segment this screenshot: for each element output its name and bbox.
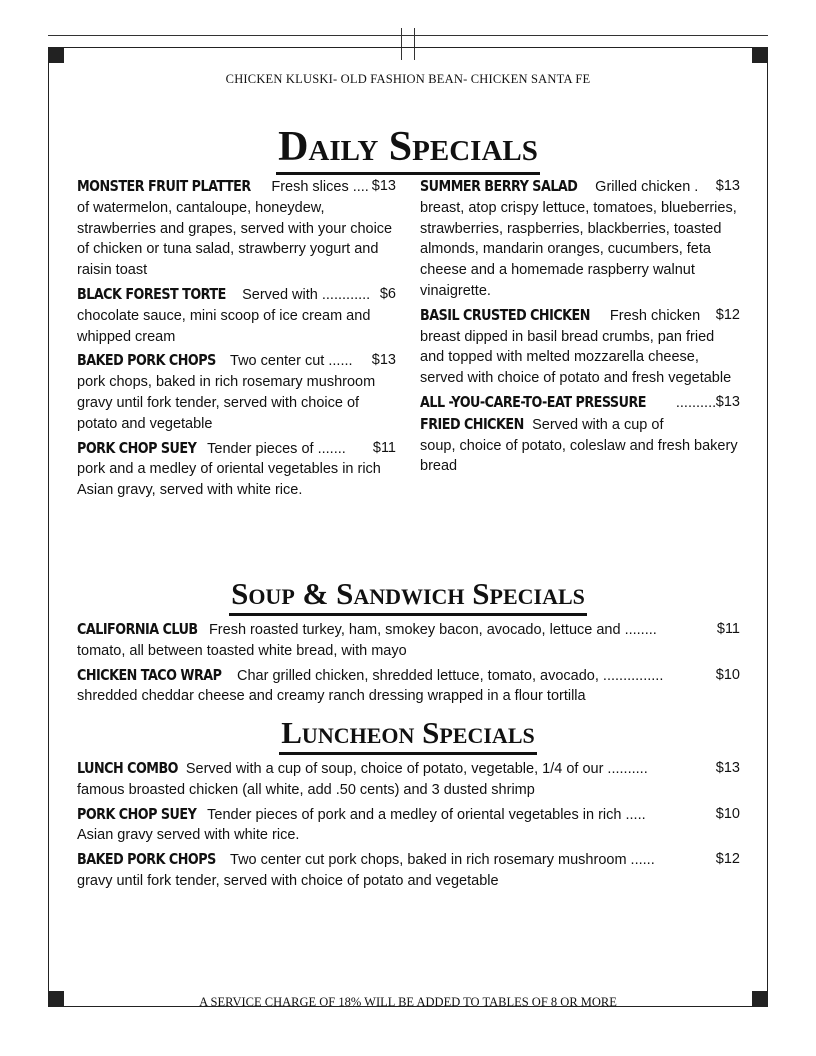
luncheon-list bbox=[77, 758, 740, 895]
daily-left-column bbox=[77, 176, 396, 504]
item-description: Fresh roasted turkey, ham, smokey bacon, avocado, lettuce and ........ bbox=[208, 622, 657, 638]
item-price: $11 bbox=[717, 619, 740, 640]
menu-item bbox=[77, 804, 740, 847]
menu-item bbox=[77, 758, 740, 801]
item-description: Served with ............ bbox=[242, 286, 371, 303]
item-description: Fresh slices .... bbox=[271, 179, 369, 195]
menu-item bbox=[420, 176, 740, 302]
item-name: LUNCH COMBO bbox=[77, 759, 179, 777]
item-name: CALIFORNIA CLUB bbox=[77, 620, 198, 638]
item-price: $13 bbox=[716, 392, 740, 413]
item-name: BLACK FOREST TORTE bbox=[77, 284, 226, 303]
daily-specials-heading: Daily Specials bbox=[0, 126, 816, 175]
menu-item bbox=[77, 665, 740, 708]
item-description: Served with a cup of soup, choice of potato, vegetable, 1/4 of our .......... bbox=[185, 761, 648, 777]
soup-sandwich-list bbox=[77, 619, 740, 710]
item-price: $12 bbox=[716, 305, 740, 326]
item-description: breast dipped in basil bread crumbs, pan fried and topped with melted mozzarella cheese, served with choice of potato and fresh vegetable bbox=[420, 328, 732, 387]
menu-item bbox=[420, 392, 740, 477]
item-name: BASIL CRUSTED CHICKEN bbox=[420, 305, 590, 324]
item-description: Tender pieces of pork and a medley of oriental vegetables in rich ..... bbox=[207, 806, 646, 823]
item-price: $12 bbox=[716, 849, 740, 870]
item-description: chocolate sauce, mini scoop of ice cream and whipped cream bbox=[77, 307, 371, 345]
soup-sandwich-heading: Soup & Sandwich Specials bbox=[0, 578, 816, 616]
item-description: pork chops, baked in rich rosemary mushroom gravy until fork tender, served with choice of potato and vegetable bbox=[77, 374, 376, 432]
item-price: $11 bbox=[373, 438, 396, 459]
item-name: BAKED PORK CHOPS bbox=[77, 850, 216, 869]
corner-ornament bbox=[48, 47, 64, 63]
item-description: .......... bbox=[675, 394, 717, 411]
menu-item bbox=[77, 350, 396, 434]
service-charge-note: A SERVICE CHARGE OF 18% WILL BE ADDED TO TABLES OF 8 OR MORE bbox=[199, 995, 617, 1009]
item-description: breast, atop crispy lettuce, tomatoes, blueberries, strawberries, raspberries, blackberries, toasted almonds, mandarin oranges, cucumbers, feta cheese and a homemade raspberry walnut vinaigrette. bbox=[420, 199, 737, 299]
item-name: CHICKEN TACO WRAP bbox=[77, 665, 222, 684]
item-description: soup, choice of potato, coleslaw and fresh bakery bread bbox=[420, 437, 738, 475]
menu-item bbox=[77, 619, 740, 662]
item-description: pork and a medley of oriental vegetables in rich Asian gravy, served with white rice. bbox=[77, 461, 381, 499]
item-name: PORK CHOP SUEY bbox=[77, 438, 197, 457]
daily-right-column bbox=[420, 176, 740, 480]
menu-item bbox=[77, 849, 740, 892]
item-name: BAKED PORK CHOPS bbox=[77, 351, 216, 370]
top-rule bbox=[48, 35, 768, 36]
item-description: Tender pieces of ....... bbox=[207, 440, 346, 457]
item-name: ALL -YOU-CARE-TO-EAT PRESSURE bbox=[420, 392, 646, 411]
item-price: $10 bbox=[716, 804, 740, 825]
item-description: Asian gravy served with white rice. bbox=[77, 827, 300, 844]
item-price: $13 bbox=[372, 350, 396, 371]
menu-item bbox=[77, 284, 396, 347]
item-description: Served with a cup of bbox=[532, 416, 664, 433]
item-name: SUMMER BERRY SALAD bbox=[420, 177, 578, 195]
item-description: Two center cut pork chops, baked in rich rosemary mushroom ...... bbox=[230, 852, 655, 869]
item-price: $13 bbox=[372, 176, 396, 197]
menu-item bbox=[420, 305, 740, 389]
item-description: gravy until fork tender, served with choice of potato and vegetable bbox=[77, 872, 499, 889]
corner-ornament bbox=[752, 47, 768, 63]
item-description: Fresh chicken bbox=[609, 307, 701, 324]
item-description: of watermelon, cantaloupe, honeydew, strawberries and grapes, served with your choice of chicken or tuna salad, strawberry yogurt and raisin toast bbox=[77, 199, 393, 279]
soups-of-the-day: CHICKEN KLUSKI- OLD FASHION BEAN- CHICKEN SANTA FE bbox=[225, 72, 591, 86]
item-price: $13 bbox=[716, 176, 740, 197]
item-price: $13 bbox=[716, 758, 740, 779]
menu-item bbox=[77, 438, 396, 501]
item-description: tomato, all between toasted white bread, with mayo bbox=[77, 642, 407, 659]
item-description: Two center cut ...... bbox=[230, 353, 353, 370]
item-price: $10 bbox=[716, 665, 740, 686]
item-name: FRIED CHICKEN bbox=[420, 414, 524, 433]
item-name: MONSTER FRUIT PLATTER bbox=[77, 177, 251, 195]
item-description: Grilled chicken . bbox=[595, 179, 699, 195]
menu-item bbox=[77, 176, 396, 281]
item-description: Char grilled chicken, shredded lettuce, tomato, avocado, ............... bbox=[237, 667, 664, 684]
luncheon-heading: Luncheon Specials bbox=[0, 717, 816, 755]
item-description: famous broasted chicken (all white, add .50 cents) and 3 dusted shrimp bbox=[77, 781, 535, 798]
item-name: PORK CHOP SUEY bbox=[77, 804, 197, 823]
item-price: $6 bbox=[380, 284, 396, 305]
item-description: shredded cheddar cheese and creamy ranch dressing wrapped in a flour tortilla bbox=[77, 688, 586, 705]
